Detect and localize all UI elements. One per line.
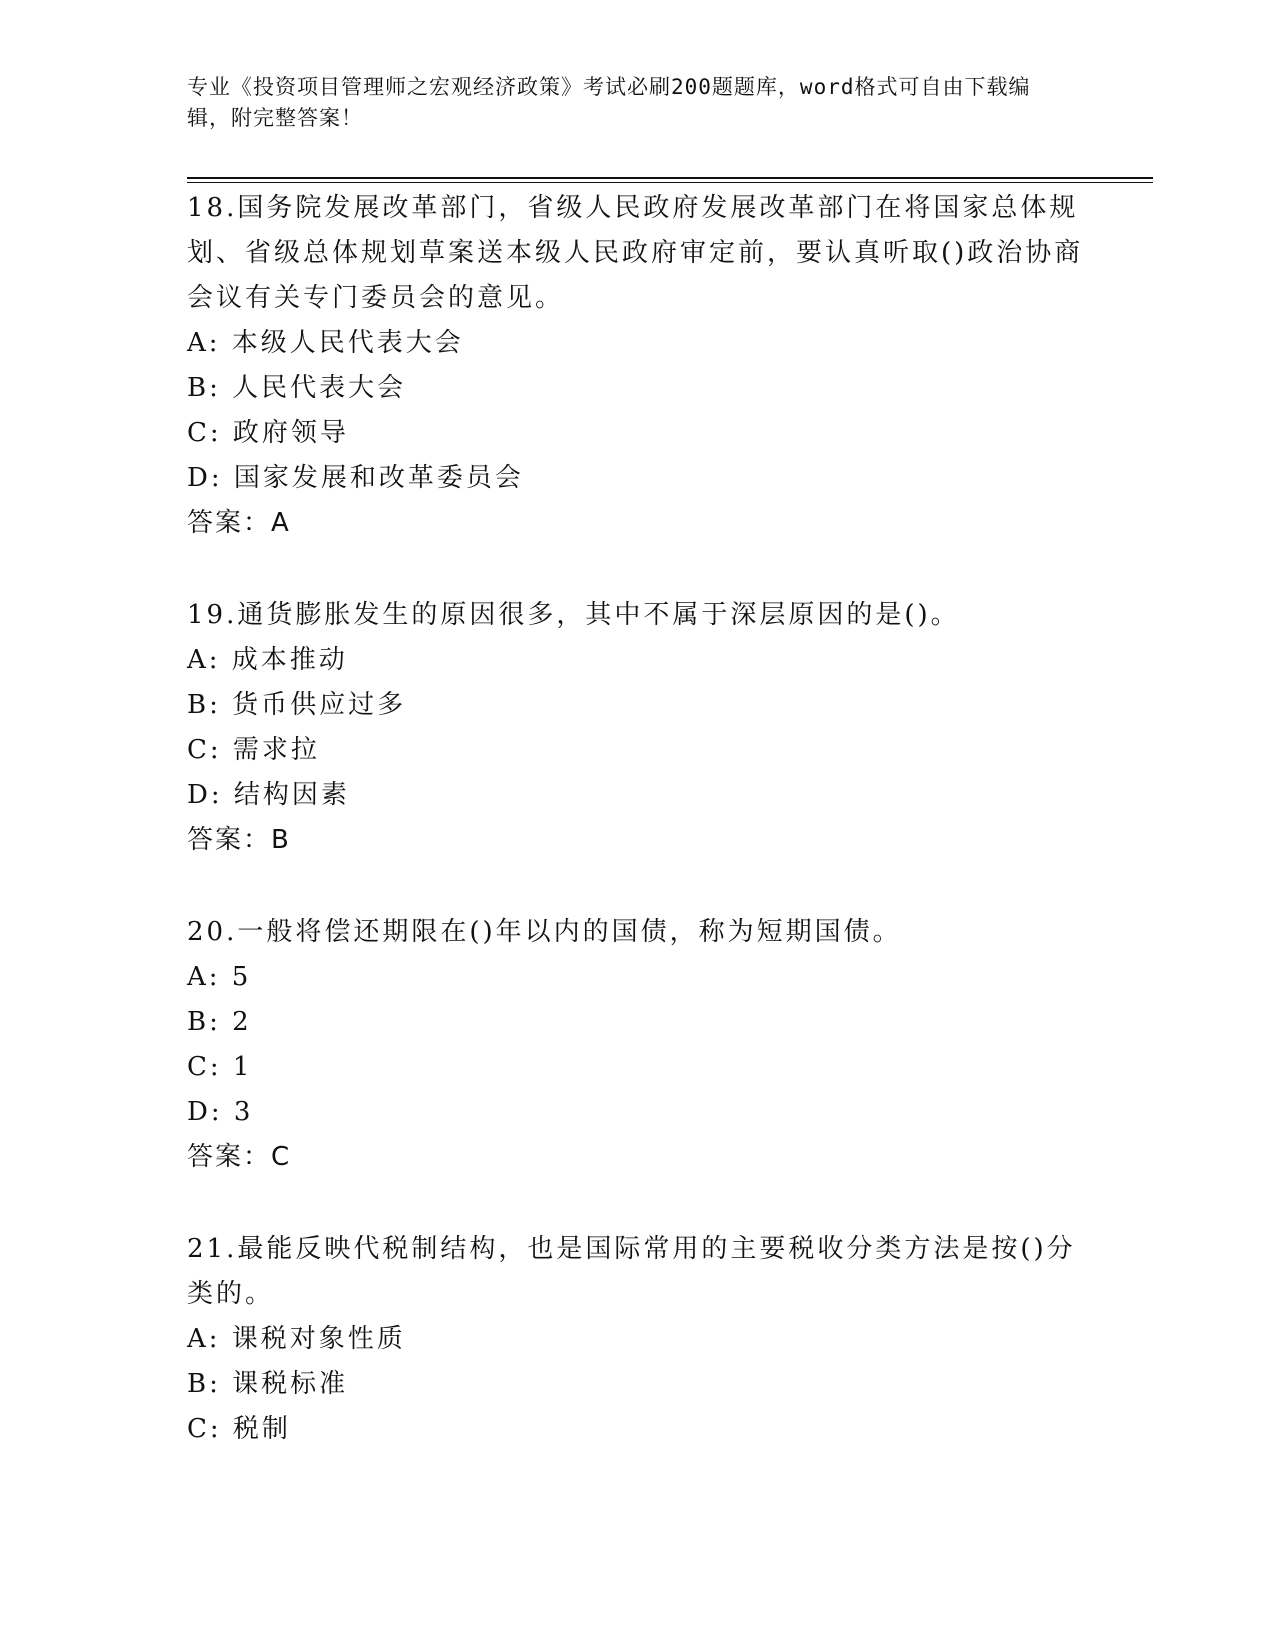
question-spacer	[187, 1180, 1087, 1227]
option-c: C: 1	[187, 1052, 253, 1082]
answer-line: 答案：A	[187, 508, 291, 538]
option-b: B: 课税标准	[187, 1369, 349, 1399]
option-c: C: 需求拉	[187, 735, 320, 765]
option-c: C: 政府领导	[187, 418, 349, 448]
answer-line: 答案：B	[187, 825, 291, 855]
question-list	[187, 186, 1087, 1452]
option-a: A: 本级人民代表大会	[187, 328, 464, 358]
question-text: 20.一般将偿还期限在()年以内的国债，称为短期国债。	[187, 917, 902, 947]
question-text: 18.国务院发展改革部门，省级人民政府发展改革部门在将国家总体规划、省级总体规划草案送本级人民政府审定前，要认真听取()政治协商会议有关专门委员会的意见。	[187, 193, 1084, 313]
option-d: D: 国家发展和改革委员会	[187, 463, 524, 493]
option-a: A: 5	[187, 962, 252, 992]
question-20	[187, 910, 1087, 1180]
option-a: A: 课税对象性质	[187, 1324, 406, 1354]
question-text: 19.通货膨胀发生的原因很多，其中不属于深层原因的是()。	[187, 600, 960, 630]
question-21	[187, 1227, 1087, 1452]
question-18	[187, 186, 1087, 546]
page-header: 专业《投资项目管理师之宏观经济政策》考试必刷200题题库，word格式可自由下载编辑，附完整答案！	[187, 75, 1031, 130]
answer-line: 答案：C	[187, 1142, 292, 1172]
question-spacer	[187, 546, 1087, 593]
option-a: A: 成本推动	[187, 645, 348, 675]
option-b: B: 2	[187, 1007, 252, 1037]
option-d: D: 结构因素	[187, 780, 350, 810]
option-b: B: 人民代表大会	[187, 373, 407, 403]
option-c: C: 税制	[187, 1414, 291, 1444]
header-divider-thin	[187, 182, 1153, 183]
question-text: 21.最能反映代税制结构，也是国际常用的主要税收分类方法是按()分类的。	[187, 1234, 1076, 1309]
option-d: D: 3	[187, 1097, 254, 1127]
question-19	[187, 593, 1087, 863]
question-spacer	[187, 863, 1087, 910]
option-b: B: 货币供应过多	[187, 690, 407, 720]
header-divider-thick	[187, 177, 1153, 179]
